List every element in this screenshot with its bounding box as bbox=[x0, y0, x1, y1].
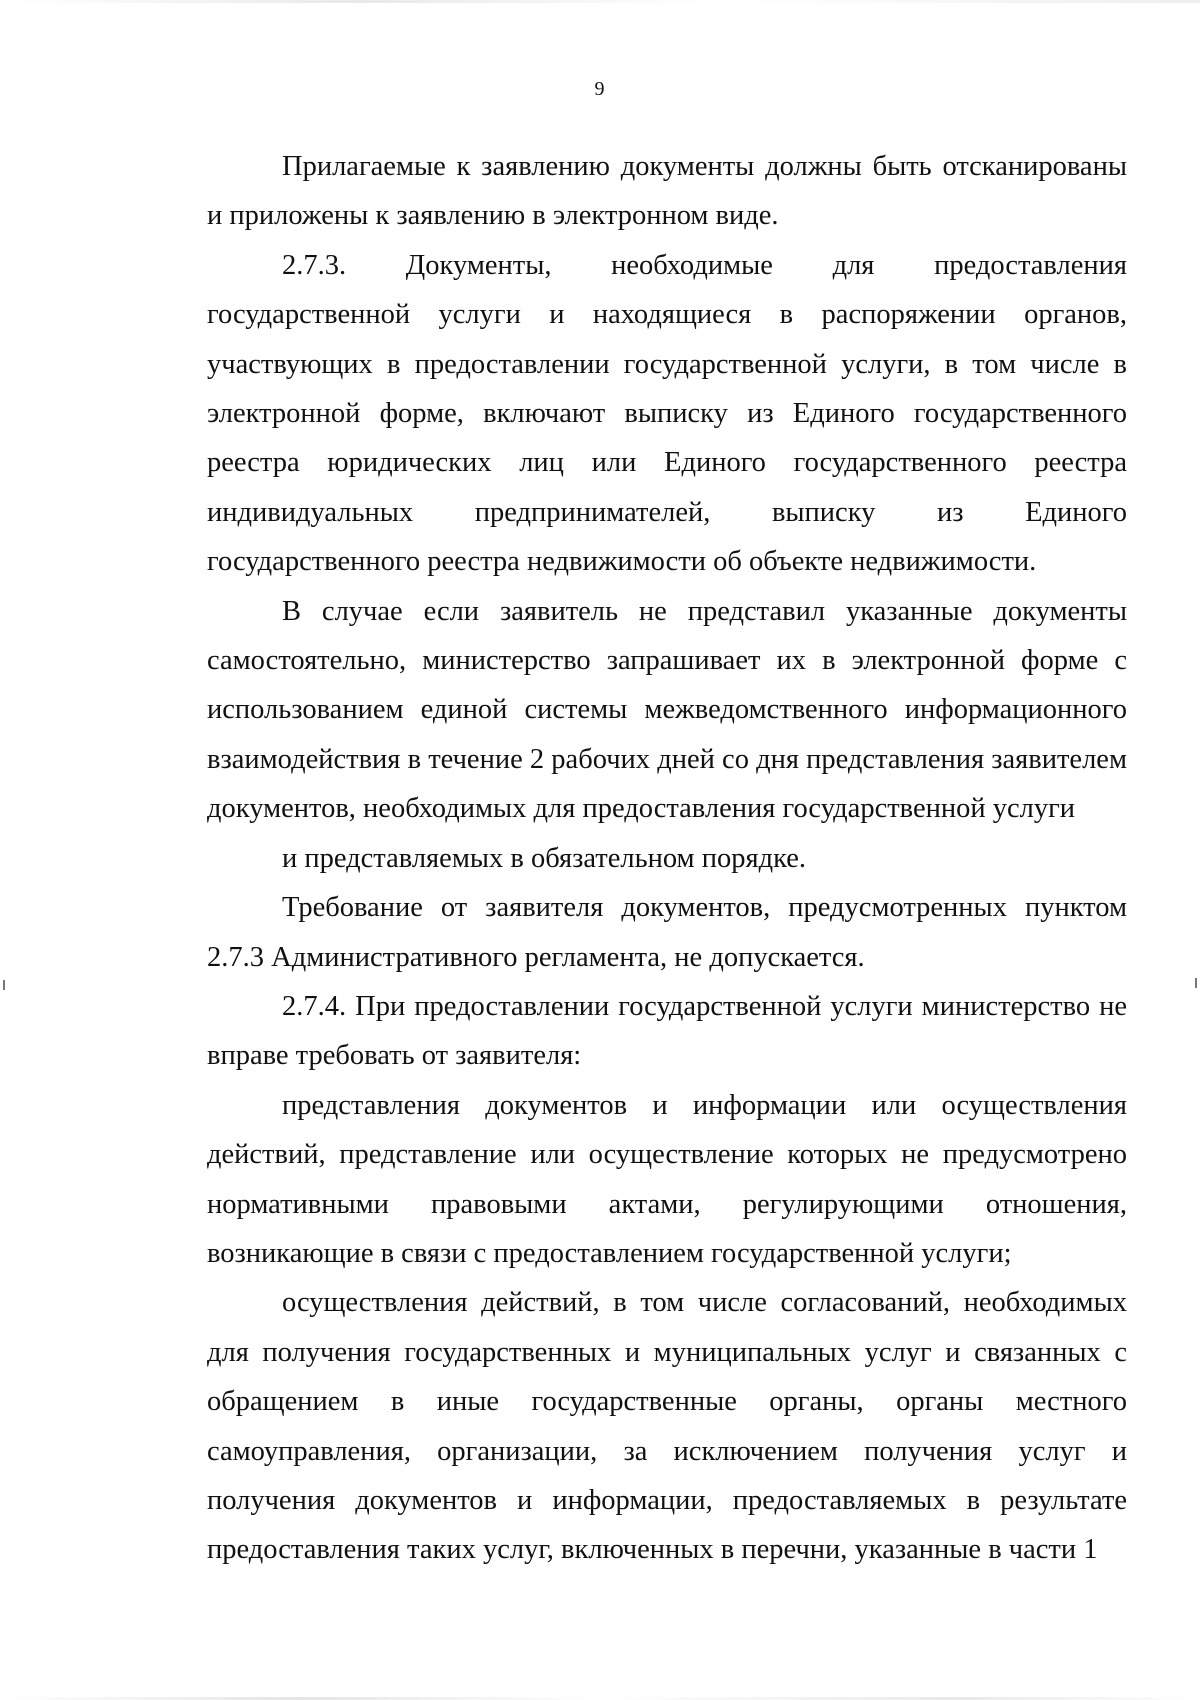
paragraph-mandatory-order: и представляемых в обязательном порядке. bbox=[282, 842, 806, 874]
scan-mark-right bbox=[1195, 978, 1197, 988]
scan-top-edge bbox=[0, 0, 1200, 3]
paragraph-submission-of-documents: представления документов и информации или осуществления действий, представление или осуществление которых не предусмотрено нормативными правовыми актами, регулирующими отношения, возникающие в связи с предоставлением государственной услуги; bbox=[207, 1089, 1127, 1269]
page-number: 9 bbox=[594, 78, 606, 100]
paragraph-2-7-3: 2.7.3. Документы, необходимые для предоставления государственной услуги и находящиеся в распоряжении органов, участвующих в предоставлении государственной услуги, в том числе в электронной форме, включают выписку из Единого государственного реестра юридических лиц или Единого государственного реестра индивидуальных предпринимателей, выписку из Единого государственного реестра недвижимости об объекте недвижимости. bbox=[207, 249, 1127, 578]
paragraph-actions-approvals: осуществления действий, в том числе согласований, необходимых для получения государственных и муниципальных услуг и связанных с обращением в иные государственные органы, органы местного самоуправления, организации, за исключением получения услуг и получения документов и информации, предоставляемых в результате предоставления таких услуг, включенных в перечни, указанные в части 1 bbox=[207, 1287, 1127, 1566]
paragraph-requirement-not-allowed: Требование от заявителя документов, предусмотренных пунктом 2.7.3 Административного регламента, не допускается. bbox=[207, 892, 1127, 973]
paragraph-2-7-4: 2.7.4. При предоставлении государственной услуги министерство не вправе требовать от заявителя: bbox=[207, 990, 1127, 1072]
paragraph-ministry-request: В случае если заявитель не представил указанные документы самостоятельно, министерство запрашивает их в электронной форме с использованием единой системы межведомственного информационного взаимодействия в течение 2 рабочих дней со дня представления заявителем документов, необходимых для предоставления государственной услуги bbox=[207, 595, 1127, 825]
document-body bbox=[207, 142, 1127, 1575]
paragraph-attached-documents: Прилагаемые к заявлению документы должны быть отсканированы и приложены к заявлению в электронном виде. bbox=[207, 151, 1127, 232]
scan-mark-left bbox=[3, 980, 5, 990]
